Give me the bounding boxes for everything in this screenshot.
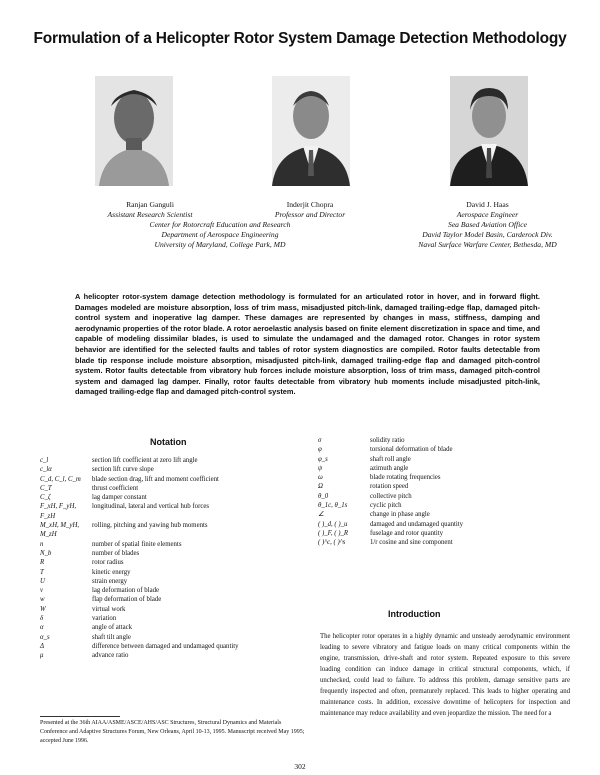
notation-symbol: c_l: [40, 457, 49, 464]
author-role: Assistant Research Scientist: [107, 210, 193, 219]
notation-row: [318, 455, 573, 464]
notation-symbol: C_ζ: [40, 494, 51, 502]
notation-symbol: α_s: [40, 633, 50, 641]
author-block-1: [75, 200, 225, 220]
notation-row: [40, 633, 305, 642]
notation-definition: rolling, pitching and yawing hub moments: [92, 522, 208, 530]
author-photo-3: [450, 76, 528, 186]
notation-row: [318, 501, 573, 510]
notation-symbol: C_T: [40, 484, 52, 492]
notation-definition: shaft tilt angle: [92, 633, 131, 641]
notation-definition: thrust coefficient: [92, 484, 139, 492]
notation-row: [40, 465, 305, 474]
notation-row: [40, 623, 305, 632]
author-block-3: [400, 200, 575, 250]
notation-symbol: R: [40, 559, 45, 567]
notation-symbol: α: [40, 624, 44, 632]
author-affiliation: David Taylor Model Basin, Carderock Div.: [422, 230, 553, 239]
notation-symbol: θ_0: [318, 492, 329, 500]
notation-row: [318, 473, 573, 482]
notation-definition: collective pitch: [370, 492, 412, 500]
author-block-2: [230, 200, 390, 220]
author-affiliation: Naval Surface Warfare Center, Bethesda, MD: [418, 240, 557, 249]
notation-definition: rotation speed: [370, 483, 409, 491]
notation-row: [318, 538, 573, 547]
notation-symbol: σ: [318, 437, 322, 444]
notation-symbol: μ: [40, 652, 44, 660]
author-name: Ranjan Ganguli: [126, 200, 174, 209]
author-role: Professor and Director: [274, 210, 346, 219]
notation-heading: Notation: [150, 437, 187, 447]
notation-row: [318, 529, 573, 538]
notation-row: [40, 651, 305, 660]
notation-symbol: φ: [318, 446, 322, 454]
notation-definition: cyclic pitch: [370, 502, 402, 510]
notation-definition: number of blades: [92, 549, 140, 557]
notation-definition: section lift curve slope: [92, 466, 154, 474]
notation-row: [40, 502, 305, 521]
notation-definition: 1/r cosine and sine component: [370, 539, 453, 547]
notation-definition: kinetic energy: [92, 568, 131, 576]
notation-row: [318, 510, 573, 519]
notation-definition: lag deformation of blade: [92, 587, 159, 595]
notation-definition: lag damper constant: [92, 494, 147, 502]
notation-list-left: [40, 456, 305, 661]
notation-row: [40, 558, 305, 567]
notation-definition: section lift coefficient at zero lift angle: [92, 457, 198, 464]
introduction-heading: Introduction: [388, 609, 441, 619]
notation-row: [40, 475, 305, 484]
notation-definition: torsional deformation of blade: [370, 446, 453, 454]
author-name: Inderjit Chopra: [286, 200, 334, 209]
notation-definition: virtual work: [92, 605, 126, 613]
notation-row: [318, 520, 573, 529]
notation-row: [40, 484, 305, 493]
notation-symbol: ( )^c, ( )^s: [318, 539, 346, 547]
notation-row: [40, 595, 305, 604]
shared-affiliation: [90, 220, 350, 250]
abstract: A helicopter rotor-system damage detection methodology is formulated for an articulated rotor in hover, and in forward flight. Damages modeled are moisture absorption, loss of trim mass, misadjusted pitch-link, damaged trailing-edge flap, damaged pitch-control system and inoperative lag damper. These damages are represented by changes in mass, stiffness, damping and aerodynamic properties of the rotor blade. A rotor aeroelastic analysis based on finite element discretization in space and time, and capable of modeling dissimilar blades, is used to simulate the undamaged and the damaged rotor. Changes in rotor system behavior are identified for the selected faults and tables of rotor system diagnostics are compiled. Rotor faults detectable from blade tip response include moisture absorption, misadjusted pitch-link, damaged trailing-edge flap and damaged pitch-control system. Rotor faults detectable from vibratory hub forces include moisture absorption, loss of trim mass, damaged pitch-control system and damaged lag damper. Finally, rotor faults detectable from vibratory hub moments include misadjusted pitch-link, damaged trailing-edge flap and damaged pitch-control system.: [75, 292, 540, 397]
notation-definition: angle of attack: [92, 624, 133, 632]
notation-definition: number of spatial finite elements: [92, 540, 182, 548]
notation-definition: damaged and undamaged quantity: [370, 520, 464, 528]
affiliation-line: Center for Rotorcraft Education and Research: [149, 220, 291, 229]
notation-definition: blade section drag, lift and moment coefficient: [92, 475, 219, 483]
notation-row: [318, 482, 573, 491]
notation-row: [318, 436, 573, 445]
notation-definition: solidity ratio: [370, 437, 405, 444]
notation-definition: blade rotating frequencies: [370, 474, 441, 482]
notation-row: [40, 521, 305, 540]
notation-symbol: w: [40, 596, 45, 604]
author-affiliation: Sea Based Aviation Office: [448, 220, 527, 229]
notation-symbol: M_xH, M_yH, M_zH: [40, 522, 80, 539]
notation-symbol: ω: [318, 474, 323, 482]
notation-definition: fuselage and rotor quantity: [370, 529, 444, 537]
notation-symbol: v: [40, 587, 44, 595]
notation-row: [40, 456, 305, 465]
footnote: Presented at the 36th AIAA/ASME/ASCE/AHS/ASC Structures, Structural Dynamics and Materials Conference and Adaptive Structures Forum, New Orleans, April 10-13, 1995. Manuscript received May 1995; accepted June 1996.: [40, 720, 305, 744]
notation-definition: rotor radius: [92, 559, 124, 567]
notation-row: [40, 605, 305, 614]
notation-symbol: N_b: [40, 549, 52, 557]
notation-symbol: ( )_d, ( )_u: [318, 520, 348, 528]
notation-symbol: F_xH, F_yH, F_zH: [40, 503, 77, 520]
notation-symbol: T: [40, 568, 44, 576]
notation-symbol: Δ: [40, 642, 44, 650]
notation-symbol: ( )_F, ( )_R: [318, 529, 349, 537]
author-name: David J. Haas: [466, 200, 509, 209]
affiliation-line: Department of Aerospace Engineering: [161, 230, 279, 239]
notation-definition: shaft roll angle: [370, 455, 411, 463]
affiliation-line: University of Maryland, College Park, MD: [154, 240, 286, 249]
notation-definition: flap deformation of blade: [92, 596, 162, 604]
notation-definition: change in phase angle: [370, 511, 430, 519]
notation-definition: longitudinal, lateral and vertical hub forces: [92, 503, 210, 511]
notation-definition: strain energy: [92, 577, 128, 585]
author-photo-1: [95, 76, 173, 186]
notation-row: [40, 540, 305, 549]
notation-row: [40, 642, 305, 651]
notation-row: [40, 549, 305, 558]
notation-symbol: φ_s: [318, 455, 328, 463]
notation-row: [40, 614, 305, 623]
notation-row: [318, 445, 573, 454]
notation-row: [318, 464, 573, 473]
notation-row: [40, 586, 305, 595]
notation-symbol: c_lα: [40, 466, 52, 474]
notation-definition: difference between damaged and undamaged quantity: [92, 642, 239, 650]
notation-row: [40, 568, 305, 577]
paper-title: Formulation of a Helicopter Rotor System Damage Detection Methodology: [33, 30, 567, 47]
notation-symbol: Ω: [318, 483, 323, 491]
notation-symbol: ψ: [318, 464, 323, 472]
notation-symbol: δ: [40, 615, 44, 623]
notation-symbol: C_d, C_l, C_m: [40, 475, 81, 483]
notation-definition: azimuth angle: [370, 464, 409, 472]
notation-symbol: ∠: [318, 511, 325, 519]
notation-row: [40, 577, 305, 586]
notation-row: [318, 492, 573, 501]
footnote-rule: [40, 716, 120, 717]
notation-list-right: [318, 436, 573, 548]
notation-definition: advance ratio: [92, 652, 129, 660]
notation-row: [40, 493, 305, 502]
notation-definition: variation: [92, 615, 117, 623]
notation-symbol: U: [40, 577, 45, 585]
notation-symbol: θ_1c, θ_1s: [318, 502, 348, 510]
author-role: Aerospace Engineer: [456, 210, 519, 219]
author-photo-2: [272, 76, 350, 186]
notation-symbol: W: [40, 605, 46, 613]
introduction-text: The helicopter rotor operates in a highly dynamic and unsteady aerodynamic environment leading to severe vibratory and fatigue loads on many critical components within the engine, transmission, drive-shaft and rotor system. Repeated exposure to this severe loading condition can induce damage in critical structural components, which, if unchecked, could lead to failure. To address this problem, damage sensitive parts are frequently inspected and often, prematurely replaced. This leads to higher operating and maintenance costs. In addition, excessive downtime of helicopters for inspection and maintenance may reduce availability and even jeopardize the mission. The need for a: [320, 633, 570, 717]
page-number: 302: [294, 762, 306, 771]
notation-symbol: n: [40, 540, 44, 548]
